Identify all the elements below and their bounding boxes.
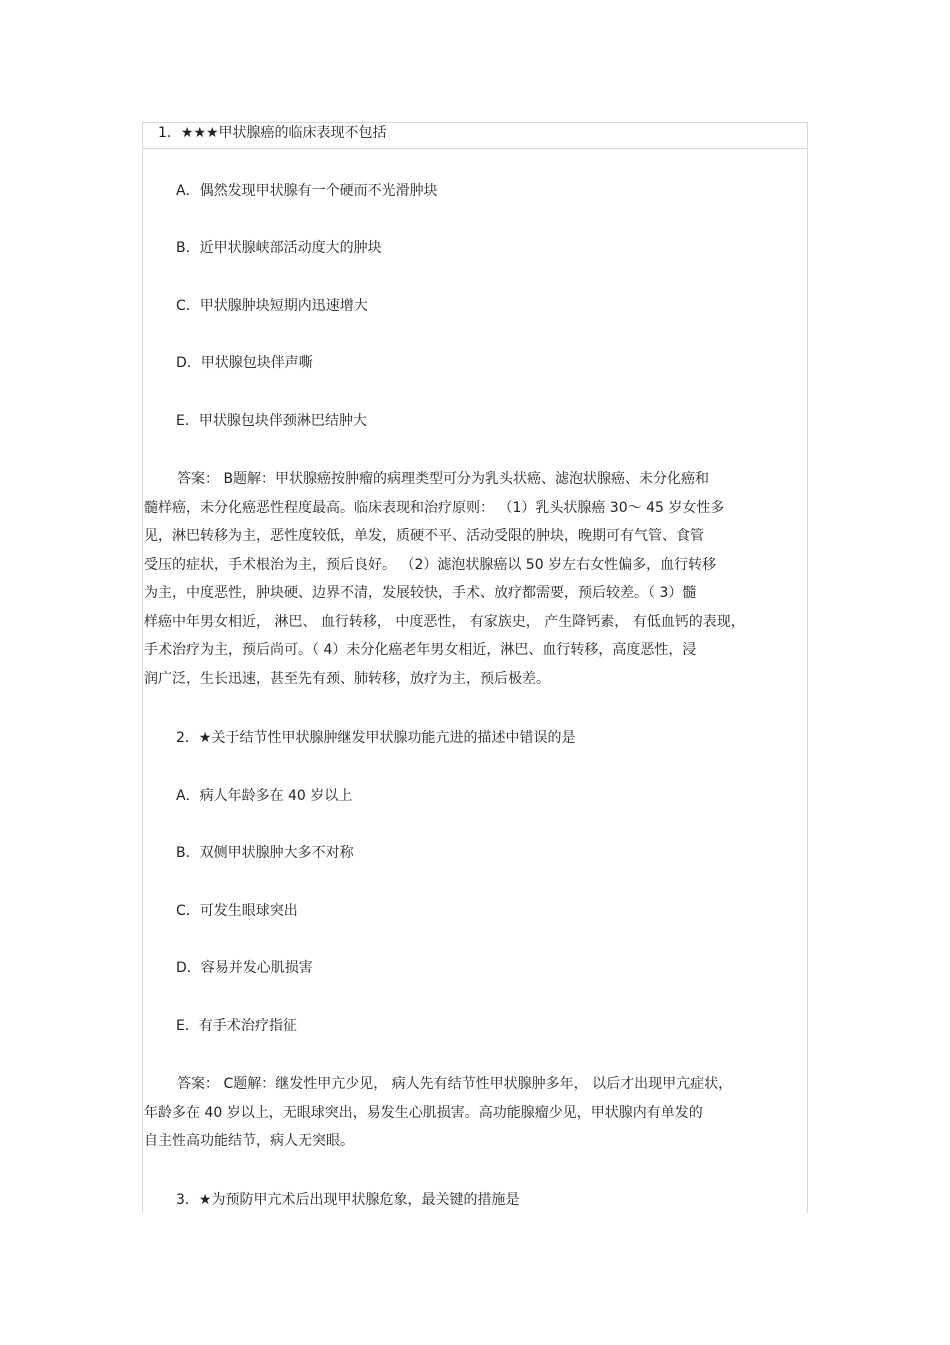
question-1-option-e: E．甲状腺包块伴颈淋巴结肿大: [176, 413, 367, 429]
question-2-option-d: D．容易并发心肌损害: [176, 960, 313, 976]
question-1-answer: [144, 465, 804, 693]
answer-line: 自主性高功能结节，病人无突眼。: [144, 1133, 354, 1149]
answer-line: 髓样癌，未分化癌恶性程度最高。临床表现和治疗原则： （1）乳头状腺癌 30～ 45 岁女性多: [144, 499, 725, 516]
answer-line: 受压的症状，手术根治为主，预后良好。 （2）滤泡状腺癌以 50 岁左右女性偏多，血行转移: [144, 556, 717, 573]
question-2-option-c: C．可发生眼球突出: [176, 903, 298, 919]
question-2-answer: [144, 1070, 804, 1156]
question-2-option-e: E．有手术治疗指征: [176, 1018, 297, 1034]
answer-line: 答案： C题解：继发性甲亢少见， 病人先有结节性甲状腺肿多年， 以后才出现甲亢症状，: [177, 1076, 733, 1092]
question-2-title: 2．★关于结节性甲状腺肿继发甲状腺功能亢进的描述中错误的是: [176, 730, 576, 746]
answer-line: 润广泛，生长迅速，甚至先有颈、肺转移，放疗为主，预后极差。: [144, 670, 550, 687]
question-1-option-b: B．近甲状腺峡部活动度大的肿块: [176, 240, 382, 256]
question-3-title: 3．★为预防甲亢术后出现甲状腺危象，最关键的措施是: [176, 1192, 520, 1208]
answer-line: 手术治疗为主，预后尚可。（ 4）未分化癌老年男女相近，淋巴、血行转移，高度恶性，浸: [144, 642, 697, 658]
question-2-option-b: B．双侧甲状腺肿大多不对称: [176, 845, 354, 861]
answer-line: 年龄多在 40 岁以上，无眼球突出，易发生心肌损害。高功能腺瘤少见，甲状腺内有单发的: [144, 1104, 703, 1121]
question-2-option-a: A．病人年龄多在 40 岁以上: [176, 788, 353, 804]
answer-line: 为主，中度恶性，肿块硬、边界不清，发展较快，手术、放疗都需要，预后较差。（ 3）髓: [144, 585, 697, 601]
title-divider: [142, 148, 807, 149]
question-1-option-a: A．偶然发现甲状腺有一个硬而不光滑肿块: [176, 183, 438, 199]
question-1-title: 1．★★★甲状腺癌的临床表现不包括: [158, 125, 387, 141]
answer-line: 答案： B题解：甲状腺癌按肿瘤的病理类型可分为乳头状癌、滤泡状腺癌、未分化癌和: [177, 471, 710, 487]
answer-line: 样癌中年男女相近， 淋巴、 血行转移， 中度恶性， 有家族史， 产生降钙素， 有低血钙的表现，: [144, 613, 745, 630]
answer-line: 见，淋巴转移为主，恶性度较低，单发，质硬不平、活动受限的肿块，晚期可有气管、食管: [144, 528, 704, 544]
question-1-option-c: C．甲状腺肿块短期内迅速增大: [176, 298, 368, 314]
question-1-option-d: D．甲状腺包块伴声嘶: [176, 355, 313, 371]
